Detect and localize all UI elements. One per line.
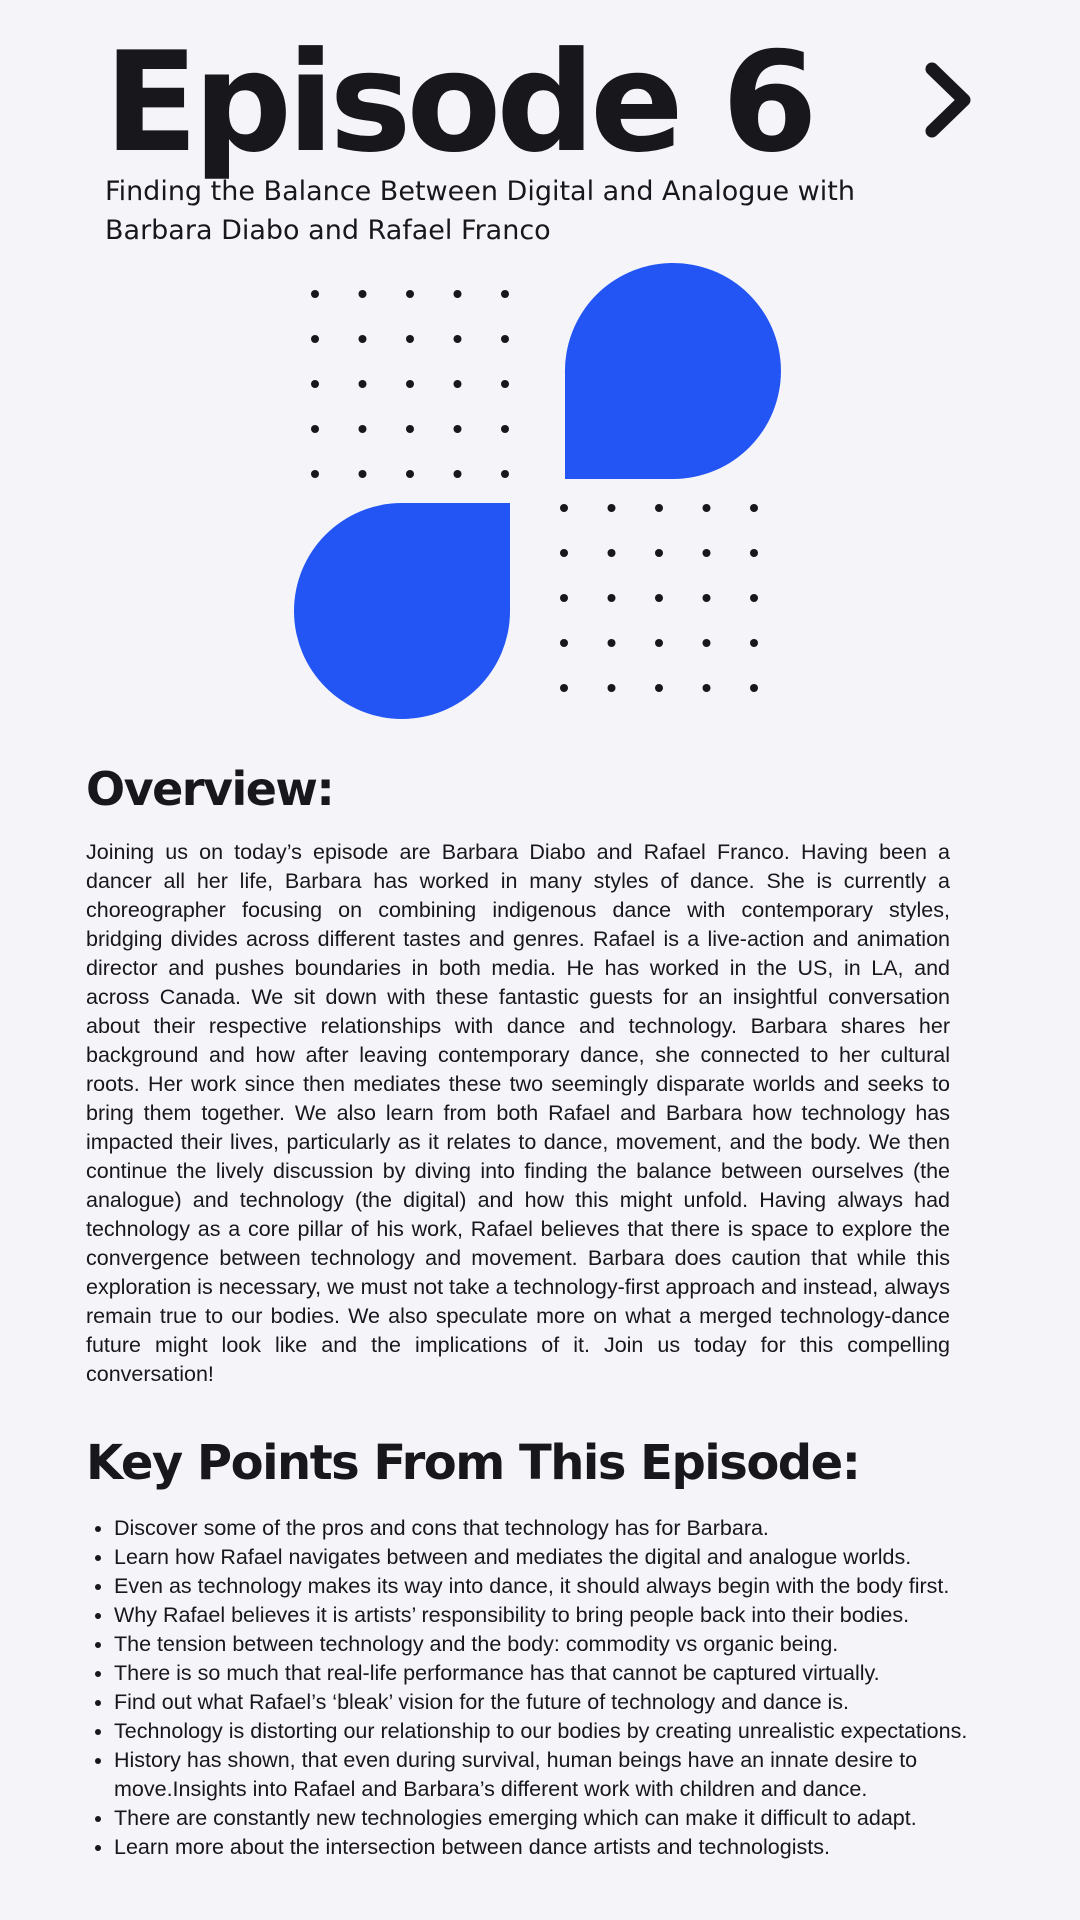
- blue-shape-top-right: [565, 263, 781, 479]
- episode-title: Episode 6: [104, 22, 813, 183]
- decorative-dot: [560, 639, 568, 647]
- decorative-dot: [750, 639, 758, 647]
- decorative-dot: [454, 335, 462, 343]
- decorative-dot: [311, 290, 319, 298]
- decorative-dot: [703, 549, 711, 557]
- key-point-item: • Even as technology makes its way into dance, it should always begin with the body first.: [114, 1572, 994, 1601]
- next-episode-button[interactable]: [918, 60, 978, 140]
- decorative-dot: [501, 470, 509, 478]
- key-point-item: • Discover some of the pros and cons that technology has for Barbara.: [114, 1514, 994, 1543]
- decorative-dot: [608, 594, 616, 602]
- decorative-dot: [560, 549, 568, 557]
- decorative-dot: [501, 290, 509, 298]
- key-point-item: • Learn more about the intersection between dance artists and technologists.: [114, 1833, 994, 1862]
- decorative-dot: [703, 639, 711, 647]
- decorative-dot: [359, 335, 367, 343]
- key-point-item: • Why Rafael believes it is artists’ responsibility to bring people back into their bodies.: [114, 1601, 994, 1630]
- overview-heading: Overview:: [86, 762, 334, 816]
- decorative-dot: [454, 470, 462, 478]
- decorative-dot: [359, 290, 367, 298]
- key-points-list: [86, 1514, 994, 1862]
- decorative-dot: [311, 380, 319, 388]
- dot-grid-top: [311, 290, 509, 478]
- key-point-item: • Technology is distorting our relationship to our bodies by creating unrealistic expectations.: [114, 1717, 994, 1746]
- chevron-right-icon: [918, 60, 978, 140]
- key-point-item: • Find out what Rafael’s ‘bleak’ vision for the future of technology and dance is.: [114, 1688, 994, 1717]
- key-point-item: • There are constantly new technologies emerging which can make it difficult to adapt.: [114, 1804, 994, 1833]
- dot-grid-bottom: [560, 504, 758, 692]
- decorative-dot: [703, 504, 711, 512]
- decorative-dot: [608, 684, 616, 692]
- decorative-dot: [501, 380, 509, 388]
- decorative-dot: [454, 380, 462, 388]
- decorative-dot: [608, 549, 616, 557]
- decorative-dot: [501, 425, 509, 433]
- decorative-dot: [311, 470, 319, 478]
- episode-artwork: [290, 258, 790, 728]
- episode-subtitle: Finding the Balance Between Digital and Analogue with Barbara Diabo and Rafael Franco: [105, 176, 855, 246]
- decorative-dot: [750, 594, 758, 602]
- decorative-dot: [311, 425, 319, 433]
- decorative-dot: [501, 335, 509, 343]
- decorative-dot: [655, 549, 663, 557]
- overview-text: Joining us on today’s episode are Barbara Diabo and Rafael Franco. Having been a dancer all her life, Barbara has worked in many styles of dance. She is currently a choreographer focusing on combining indigenous dance with contemporary styles, bridging divides across different tastes and genres. Rafael is a live-action and animation director and pushes boundaries in both media. He has worked in the US, in LA, and across Canada. We sit down with these fantastic guests for an insightful conversation about their respective relationships with dance and technology. Barbara shares her background and how after leaving contemporary dance, she connected to her cultural roots. Her work since then mediates these two seemingly disparate worlds and seeks to bring them together. We also learn from both Rafael and Barbara how technology has impacted their lives, particularly as it relates to dance, movement, and the body. We then continue the lively discussion by diving into finding the balance between ourselves (the analogue) and technology (the digital) and how this might unfold. Having always had technology as a core pillar of his work, Rafael believes that there is space to explore the convergence between technology and movement. Barbara does caution that while this exploration is necessary, we must not take a technology-first approach and instead, always remain true to our bodies. We also speculate more on what a merged technology-dance future might look like and the implications of it. Join us today for this compelling conversation!: [86, 840, 950, 1386]
- decorative-dot: [560, 504, 568, 512]
- blue-shape-bottom-left: [294, 503, 510, 719]
- decorative-dot: [359, 380, 367, 388]
- key-point-item: • The tension between technology and the body: commodity vs organic being.: [114, 1630, 994, 1659]
- decorative-dot: [608, 504, 616, 512]
- decorative-dot: [454, 425, 462, 433]
- key-points-heading: Key Points From This Episode:: [86, 1435, 860, 1491]
- decorative-dot: [406, 425, 414, 433]
- decorative-dot: [406, 470, 414, 478]
- decorative-dot: [454, 290, 462, 298]
- key-point-item: • There is so much that real-life performance has that cannot be captured virtually.: [114, 1659, 994, 1688]
- decorative-dot: [703, 594, 711, 602]
- key-point-item: • History has shown, that even during survival, human beings have an innate desire to move.Insights into Rafael and Barbara’s different work with children and dance.: [114, 1746, 994, 1804]
- decorative-dot: [359, 425, 367, 433]
- decorative-dot: [608, 639, 616, 647]
- decorative-dot: [655, 684, 663, 692]
- decorative-dot: [655, 594, 663, 602]
- decorative-dot: [406, 380, 414, 388]
- key-point-item: • Learn how Rafael navigates between and mediates the digital and analogue worlds.: [114, 1543, 994, 1572]
- decorative-dot: [406, 335, 414, 343]
- decorative-dot: [359, 470, 367, 478]
- decorative-dot: [560, 594, 568, 602]
- decorative-dot: [750, 684, 758, 692]
- decorative-dot: [655, 504, 663, 512]
- decorative-dot: [655, 639, 663, 647]
- decorative-dot: [750, 504, 758, 512]
- decorative-dot: [750, 549, 758, 557]
- decorative-dot: [311, 335, 319, 343]
- decorative-dot: [560, 684, 568, 692]
- decorative-dot: [406, 290, 414, 298]
- decorative-dot: [703, 684, 711, 692]
